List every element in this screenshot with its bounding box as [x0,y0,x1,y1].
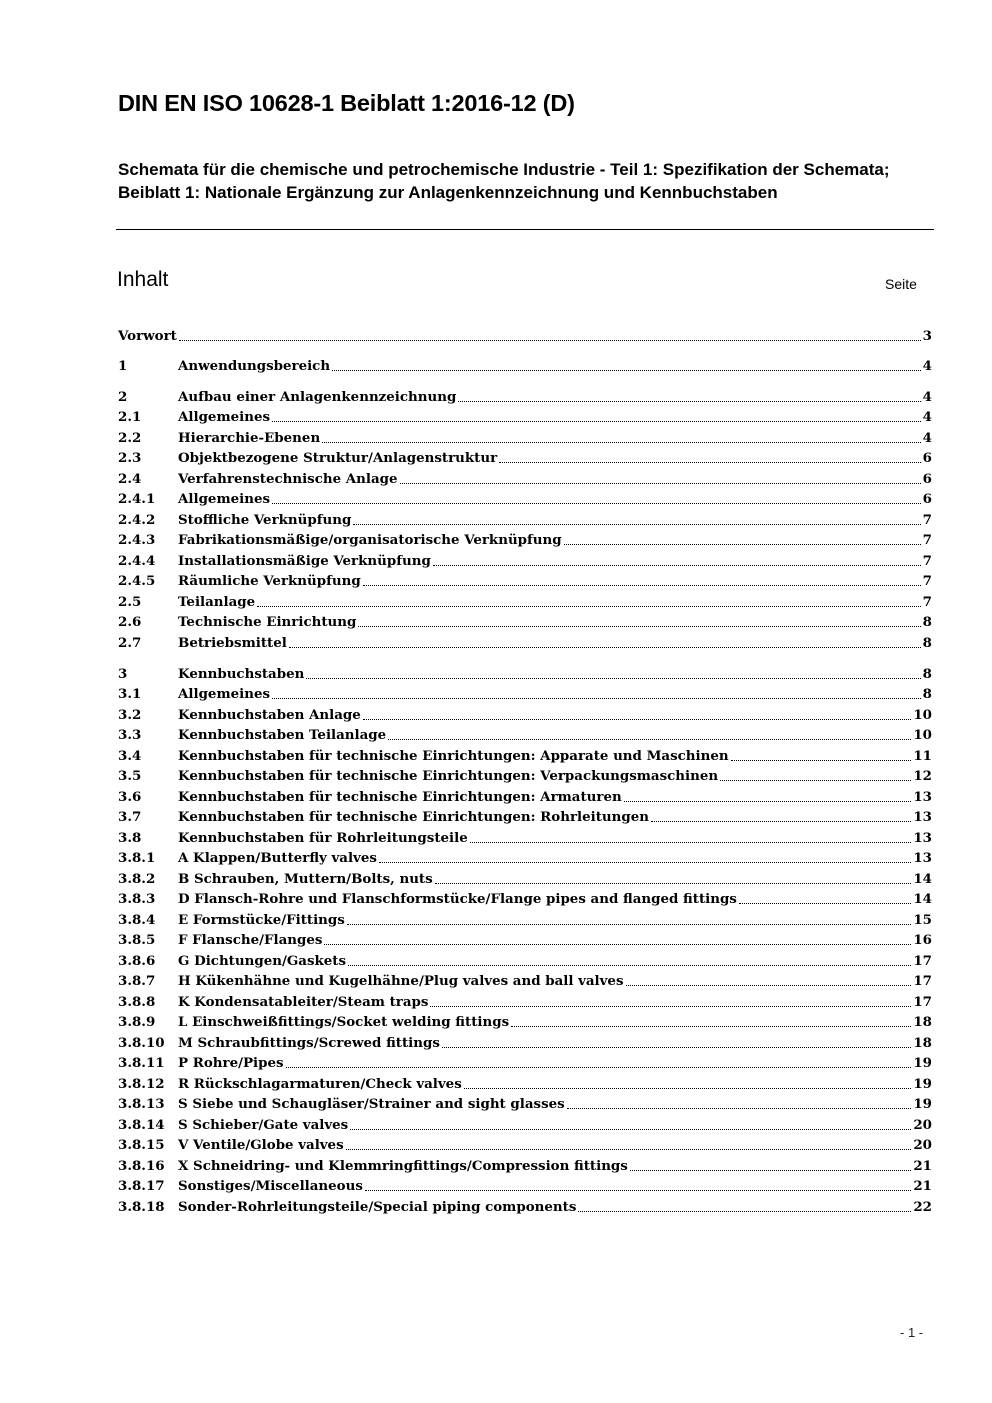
toc-entry[interactable] [118,428,932,448]
toc-entry[interactable] [118,633,932,653]
toc-entry-title: Teilanlage [178,594,256,610]
toc-entry-page: 13 [913,830,932,846]
toc-entry[interactable] [118,489,932,509]
toc-entry-title: K Kondensatableiter/Steam traps [178,994,429,1010]
toc-dot-leader [430,1006,911,1007]
toc-entry[interactable] [118,828,932,848]
toc-entry-number: 2.7 [118,635,142,651]
toc-entry-page: 7 [922,573,932,589]
toc-dot-leader [630,1170,912,1171]
toc-dot-leader [363,585,921,586]
toc-entry-number: 2.4.4 [118,553,156,569]
toc-entry-number: 2.4.3 [118,532,156,548]
toc-entry-page: 20 [913,1137,932,1153]
toc-entry-title: Technische Einrichtung [178,614,357,630]
toc-entry-page: 4 [922,430,932,446]
toc-dot-leader [179,340,921,341]
toc-entry-page: 17 [913,953,932,969]
toc-entry-title: G Dichtungen/Gaskets [178,953,347,969]
toc-entry-page: 10 [913,707,932,723]
toc-dot-leader [272,698,921,699]
toc-entry-title: X Schneidring- und Klemmringfittings/Compression fittings [178,1158,628,1174]
toc-dot-leader [272,421,921,422]
toc-entry-page: 6 [922,471,932,487]
toc-entry-number: 2.4.2 [118,512,156,528]
toc-entry-title: D Flansch-Rohre und Flanschformstücke/Flange pipes and flanged fittings [178,891,737,907]
toc-dot-leader [257,606,920,607]
toc-entry-page: 8 [922,614,932,630]
toc-entry-title: Installationsmäßige Verknüpfung [178,553,431,569]
toc-entry-title: Allgemeines [178,686,271,702]
toc-dot-leader [272,503,921,504]
toc-heading: Inhalt [117,268,169,291]
toc-entry[interactable] [118,664,932,684]
toc-entry-title: V Ventile/Globe valves [178,1137,344,1153]
toc-dot-leader [651,821,911,822]
toc-entry[interactable] [118,551,932,571]
toc-entry-title: M Schraubfittings/Screwed fittings [178,1035,440,1051]
toc-entry[interactable] [118,787,932,807]
toc-entry-number: 3.8.15 [118,1137,165,1153]
toc-entry-number: 3.1 [118,686,142,702]
toc-dot-leader [289,647,921,648]
toc-entry-title: R Rückschlagarmaturen/Check valves [178,1076,462,1092]
toc-entry-page: 15 [913,912,932,928]
toc-entry[interactable] [118,592,932,612]
toc-entry[interactable] [118,1197,932,1217]
toc-dot-leader [564,544,921,545]
toc-dot-leader [365,1190,911,1191]
toc-entry[interactable] [118,971,932,991]
toc-dot-leader [400,483,921,484]
toc-entry-title: Verfahrenstechnische Anlage [178,471,398,487]
toc-entry-title: B Schrauben, Muttern/Bolts, nuts [178,871,433,887]
toc-entry-title: Kennbuchstaben [178,666,305,682]
toc-entry-number: 2.4 [118,471,142,487]
toc-entry-page: 18 [913,1014,932,1030]
toc-entry-title: H Kükenhähne und Kugelhähne/Plug valves and ball valves [178,973,624,989]
toc-dot-leader [353,524,920,525]
toc-dot-leader [358,626,920,627]
toc-entry[interactable] [118,910,932,930]
toc-entry[interactable] [118,356,932,376]
toc-entry-number: 3.8.13 [118,1096,165,1112]
toc-entry-title: Kennbuchstaben Teilanlage [178,727,387,743]
toc-dot-leader [350,1129,911,1130]
toc-entry-number: 3.8.4 [118,912,156,928]
toc-entry-page: 18 [913,1035,932,1051]
toc-dot-leader [322,442,920,443]
toc-entry[interactable] [118,510,932,530]
toc-entry-number: 3.8.7 [118,973,156,989]
toc-entry[interactable] [118,1012,932,1032]
toc-entry-page: 20 [913,1117,932,1133]
toc-entry-page: 19 [913,1076,932,1092]
toc-entry-number: 3.8.2 [118,871,156,887]
toc-entry-number: 3.8 [118,830,142,846]
toc-entry-title: Sonder-Rohrleitungsteile/Special piping components [178,1199,577,1215]
toc-entry[interactable] [118,807,932,827]
toc-entry-number: 3.6 [118,789,142,805]
toc-entry[interactable] [118,766,932,786]
toc-dot-leader [347,924,912,925]
toc-entry-number: 3.8.14 [118,1117,165,1133]
toc-entry-title: Sonstiges/Miscellaneous [178,1178,363,1194]
toc-dot-leader [499,462,921,463]
toc-dot-leader [624,801,912,802]
toc-dot-leader [442,1047,911,1048]
toc-entry-number: 3.8.9 [118,1014,156,1030]
toc-entry-page: 19 [913,1055,932,1071]
toc-entry[interactable] [118,1135,932,1155]
toc-entry-page: 13 [913,809,932,825]
toc-dot-leader [578,1211,911,1212]
toc-entry[interactable] [118,848,932,868]
toc-entry-page: 10 [913,727,932,743]
toc-entry-title: Hierarchie-Ebenen [178,430,321,446]
toc-entry-page: 4 [922,358,932,374]
toc-entry[interactable] [118,930,932,950]
toc-entry-page: 17 [913,973,932,989]
toc-dot-leader [346,1149,912,1150]
toc-dot-leader [306,678,920,679]
toc-entry[interactable] [118,1074,932,1094]
toc-entry[interactable] [118,1053,932,1073]
toc-entry-number: 2.6 [118,614,142,630]
toc-entry[interactable] [118,951,932,971]
toc-entry-page: 7 [922,512,932,528]
toc-entry[interactable] [118,684,932,704]
toc-entry-number: 2.4.5 [118,573,156,589]
toc-entry-number: 3.8.10 [118,1035,165,1051]
toc-dot-leader [433,565,921,566]
toc-entry-page: 8 [922,635,932,651]
toc-entry-title: Aufbau einer Anlagenkennzeichnung [178,389,457,405]
toc-entry-number: 1 [118,358,128,374]
toc-entry-page: 6 [922,491,932,507]
toc-dot-leader [435,883,912,884]
toc-entry-number: 3.8.6 [118,953,156,969]
toc-entry-title: A Klappen/Butterfly valves [178,850,377,866]
toc-entry-title: Kennbuchstaben Anlage [178,707,361,723]
toc-entry[interactable] [118,725,932,745]
toc-entry-title: Räumliche Verknüpfung [178,573,361,589]
toc-entry-title: Kennbuchstaben für Rohrleitungsteile [178,830,468,846]
toc-entry[interactable] [118,705,932,725]
toc-entry-page: 6 [922,450,932,466]
toc-entry-number: 2 [118,389,128,405]
toc-dot-leader [464,1088,912,1089]
toc-entry-number: 2.5 [118,594,142,610]
toc-entry-page: 4 [922,389,932,405]
toc-entry[interactable] [118,407,932,427]
toc-entry-page: 13 [913,789,932,805]
toc-entry-number: 3.8.11 [118,1055,165,1071]
toc-entry-title: Anwendungsbereich [178,358,331,374]
toc-entry-title: Allgemeines [178,491,271,507]
toc-entry-title: Kennbuchstaben für technische Einrichtungen: Verpackungsmaschinen [178,768,719,784]
toc-entry-number: 2.4.1 [118,491,156,507]
toc-entry-page: 19 [913,1096,932,1112]
toc-entry-title: F Flansche/Flanges [178,932,323,948]
toc-entry-number: 3.8.12 [118,1076,165,1092]
toc-entry-page: 13 [913,850,932,866]
toc-entry[interactable] [118,448,932,468]
toc-entry-page: 7 [922,594,932,610]
toc-entry-title: S Schieber/Gate valves [178,1117,349,1133]
title-divider [116,229,934,230]
toc-dot-leader [363,719,912,720]
toc-entry-number: 2.1 [118,409,142,425]
toc-entry-page: 21 [913,1158,932,1174]
toc-entry-page: 4 [922,409,932,425]
toc-entry-title: Kennbuchstaben für technische Einrichtungen: Apparate und Maschinen [178,748,729,764]
toc-entry-number: 2.2 [118,430,142,446]
toc-entry-page: 8 [922,686,932,702]
toc-entry-page: 22 [913,1199,932,1215]
toc-entry-title: S Siebe und Schaugläser/Strainer and sight glasses [178,1096,565,1112]
toc-entry-title: Vorwort [118,328,177,344]
toc-entry-title: Fabrikationsmäßige/organisatorische Verknüpfung [178,532,562,548]
toc-entry-number: 3.3 [118,727,142,743]
toc-entry-number: 3 [118,666,128,682]
toc-entry[interactable] [118,1094,932,1114]
toc-entry-title: Objektbezogene Struktur/Anlagenstruktur [178,450,498,466]
toc-entry-page: 17 [913,994,932,1010]
toc-entry-title: Allgemeines [178,409,271,425]
toc-dot-leader [379,862,911,863]
toc-dot-leader [720,780,911,781]
toc-entry-title: Kennbuchstaben für technische Einrichtungen: Rohrleitungen [178,809,649,825]
toc-entry-title: P Rohre/Pipes [178,1055,284,1071]
toc-entry-page: 14 [913,891,932,907]
toc-dot-leader [511,1026,911,1027]
toc-dot-leader [324,944,911,945]
toc-entry-number: 3.2 [118,707,142,723]
toc-entry[interactable] [118,612,932,632]
toc-entry-page: 16 [913,932,932,948]
toc-dot-leader [567,1108,912,1109]
toc-entry-title: Betriebsmittel [178,635,287,651]
toc-dot-leader [286,1067,912,1068]
toc-dot-leader [332,370,921,371]
toc-entry[interactable] [118,889,932,909]
toc-entry-page: 3 [922,328,932,344]
toc-entry-number: 2.3 [118,450,142,466]
toc-entry-title: Kennbuchstaben für technische Einrichtungen: Armaturen [178,789,622,805]
toc-entry-number: 3.8.8 [118,994,156,1010]
toc-entry-title: E Formstücke/Fittings [178,912,345,928]
toc-entry[interactable] [118,869,932,889]
toc-entry-number: 3.5 [118,768,142,784]
toc-entry-number: 3.8.3 [118,891,156,907]
toc-entry-page: 7 [922,553,932,569]
toc-dot-leader [739,903,912,904]
toc-entry-page: 8 [922,666,932,682]
toc-entry-number: 3.8.16 [118,1158,165,1174]
toc-entry-page: 11 [913,748,932,764]
toc-entry-number: 3.7 [118,809,142,825]
toc-entry[interactable] [118,530,932,550]
toc-entry[interactable] [118,746,932,766]
toc-entry-title: L Einschweißfittings/Socket welding fittings [178,1014,510,1030]
toc-entry-number: 3.8.1 [118,850,156,866]
toc-entry-page: 7 [922,532,932,548]
toc-page-column-label: Seite [885,276,917,292]
document-subtitle: Schemata für die chemische und petrochemische Industrie - Teil 1: Spezifikation der Schemata; Beiblatt 1: Nationale Ergänzung zur Anlagenkennzeichnung und Kennbuchstaben [118,160,890,202]
document-title: DIN EN ISO 10628-1 Beiblatt 1:2016-12 (D) [118,90,575,116]
toc-entry-page: 14 [913,871,932,887]
toc-entry[interactable] [118,992,932,1012]
toc-dot-leader [731,760,912,761]
toc-entry[interactable] [118,1033,932,1053]
toc-dot-leader [348,965,911,966]
toc-entry[interactable] [118,469,932,489]
toc-entry-number: 3.4 [118,748,142,764]
toc-entry[interactable] [118,1115,932,1135]
toc-entry-number: 3.8.18 [118,1199,165,1215]
toc-entry[interactable] [118,571,932,591]
page-number: - 1 - [900,1325,924,1340]
toc-dot-leader [388,739,911,740]
toc-entry-number: 3.8.17 [118,1178,165,1194]
toc-entry-page: 21 [913,1178,932,1194]
toc-entry[interactable] [118,1176,932,1196]
toc-entry[interactable] [118,326,932,346]
toc-entry-number: 3.8.5 [118,932,156,948]
toc-entry-page: 12 [913,768,932,784]
toc-dot-leader [626,985,912,986]
toc-dot-leader [470,842,912,843]
toc-entry-title: Stoffliche Verknüpfung [178,512,352,528]
toc-entry[interactable] [118,1156,932,1176]
toc-dot-leader [458,401,920,402]
toc-entry[interactable] [118,387,932,407]
